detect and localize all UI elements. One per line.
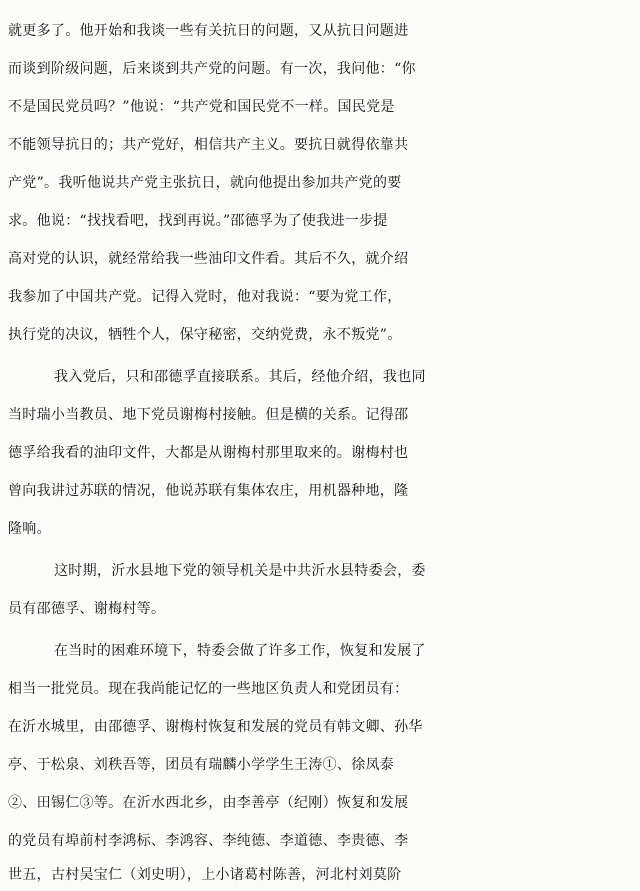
text-line: 隆响。 — [8, 521, 51, 537]
text-line: 不能领导抗日的；共产党好，相信共产主义。要抗日就得依靠共 — [8, 137, 409, 153]
text-line: 求。他说：“找找看吧，找到再说。”邵德孚为了使我进一步提 — [8, 213, 388, 229]
text-line: ②、田锡仁③等。在沂水西北乡，由李善亭（纪刚）恢复和发展 — [8, 795, 409, 811]
paragraph-first-line: 这时期，沂水县地下党的领导机关是中共沂水县特委会，委 — [54, 563, 426, 579]
text-line: 亭、于松泉、刘秩吾等，团员有瑞麟小学学生王涛①、徐凤泰 — [8, 757, 395, 773]
text-line: 相当一批党员。现在我尚能记忆的一些地区负责人和党团员有： — [8, 681, 409, 697]
text-line: 员有邵德孚、谢梅村等。 — [8, 601, 166, 617]
text-line: 就更多了。他开始和我谈一些有关抗日的问题，又从抗日问题进 — [8, 23, 409, 39]
text-line: 我参加了中国共产党。记得入党时，他对我说：“要为党工作， — [8, 289, 402, 305]
text-line: 执行党的决议，牺牲个人，保守秘密，交纳党费，永不叛党”。 — [8, 327, 402, 343]
text-line: 高对党的认识，就经常给我一些油印文件看。其后不久，就介绍 — [8, 251, 409, 267]
text-line: 曾向我讲过苏联的情况，他说苏联有集体农庄，用机器种地，隆 — [8, 483, 409, 499]
paragraph-first-line: 我入党后，只和邵德孚直接联系。其后，经他介绍，我也同 — [54, 369, 426, 385]
paragraph-first-line: 在当时的困难环境下，特委会做了许多工作，恢复和发展了 — [54, 643, 426, 659]
text-line: 不是国民党员吗？”他说：“共产党和国民党不一样。国民党是 — [8, 99, 395, 115]
text-line: 产党”。我听他说共产党主张抗日，就向他提出参加共产党的要 — [8, 175, 402, 191]
text-line: 而谈到阶级问题，后来谈到共产党的问题。有一次，我问他：“你 — [8, 61, 416, 77]
text-line: 世五，古村吴宝仁（刘史明），上小诸葛村陈善，河北村刘莫阶 — [8, 867, 402, 883]
text-line: 在沂水城里，由邵德孚、谢梅村恢复和发展的党员有韩文卿、孙华 — [8, 719, 423, 735]
text-line: 的党员有埠前村李鸿标、李鸿容、李纯德、李道德、李贵德、李 — [8, 833, 409, 849]
text-line: 德孚给我看的油印文件，大都是从谢梅村那里取来的。谢梅村也 — [8, 445, 409, 461]
text-line: 当时瑞小当教员、地下党员谢梅村接触。但是横的关系。记得邵 — [8, 407, 409, 423]
